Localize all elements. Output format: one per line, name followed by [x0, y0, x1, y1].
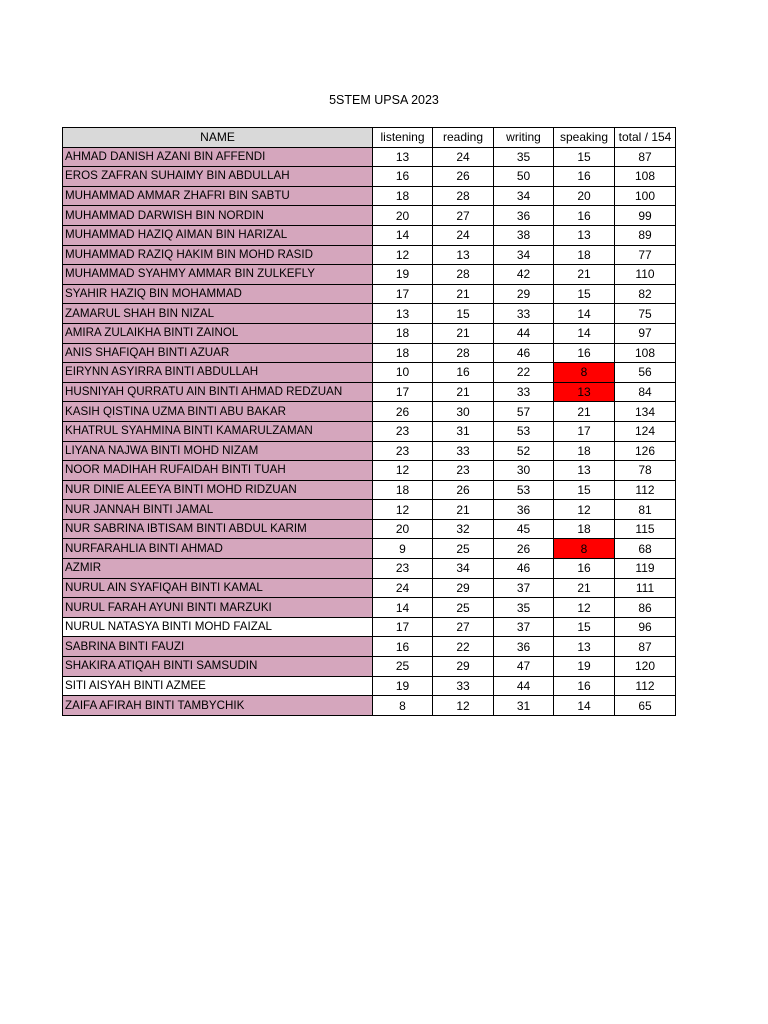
table-row	[63, 421, 676, 441]
cell-speaking[interactable]: 19	[554, 657, 615, 677]
table-row	[63, 500, 676, 520]
table-body	[63, 147, 676, 715]
cell-speaking[interactable]: 18	[554, 245, 615, 265]
cell-reading[interactable]: 24	[433, 225, 494, 245]
cell-listening[interactable]: 18	[373, 323, 433, 343]
cell-writing[interactable]: 26	[494, 539, 554, 559]
cell-name[interactable]: MUHAMMAD HAZIQ AIMAN BIN HARIZAL	[63, 225, 373, 245]
cell-reading[interactable]: 34	[433, 559, 494, 579]
cell-listening[interactable]: 16	[373, 637, 433, 657]
table-header-row	[63, 128, 676, 148]
cell-speaking[interactable]: 13	[554, 461, 615, 481]
cell-listening[interactable]: 18	[373, 480, 433, 500]
cell-listening[interactable]: 18	[373, 343, 433, 363]
cell-total[interactable]: 65	[615, 696, 676, 716]
cell-speaking[interactable]: 15	[554, 284, 615, 304]
cell-reading[interactable]: 26	[433, 480, 494, 500]
cell-total[interactable]: 77	[615, 245, 676, 265]
cell-total[interactable]: 108	[615, 167, 676, 187]
table-row	[63, 617, 676, 637]
cell-listening[interactable]: 20	[373, 519, 433, 539]
header-reading[interactable]: reading	[433, 128, 494, 148]
cell-reading[interactable]: 12	[433, 696, 494, 716]
cell-name[interactable]: MUHAMMAD AMMAR ZHAFRI BIN SABTU	[63, 186, 373, 206]
cell-listening[interactable]: 14	[373, 225, 433, 245]
cell-listening[interactable]: 13	[373, 147, 433, 167]
cell-reading[interactable]: 28	[433, 265, 494, 285]
cell-writing[interactable]: 50	[494, 167, 554, 187]
table-row	[63, 147, 676, 167]
cell-total[interactable]: 112	[615, 480, 676, 500]
cell-name[interactable]: EROS ZAFRAN SUHAIMY BIN ABDULLAH	[63, 167, 373, 187]
cell-reading[interactable]: 26	[433, 167, 494, 187]
table-row	[63, 402, 676, 422]
cell-name[interactable]: ZAIFA AFIRAH BINTI TAMBYCHIK	[63, 696, 373, 716]
cell-reading[interactable]: 32	[433, 519, 494, 539]
cell-total[interactable]: 78	[615, 461, 676, 481]
cell-reading[interactable]: 21	[433, 284, 494, 304]
cell-writing[interactable]: 22	[494, 363, 554, 383]
cell-total[interactable]: 68	[615, 539, 676, 559]
table-row	[63, 382, 676, 402]
cell-writing[interactable]: 57	[494, 402, 554, 422]
cell-writing[interactable]: 52	[494, 441, 554, 461]
cell-writing[interactable]: 46	[494, 343, 554, 363]
cell-total[interactable]: 112	[615, 676, 676, 696]
cell-reading[interactable]: 28	[433, 343, 494, 363]
cell-total[interactable]: 108	[615, 343, 676, 363]
cell-name[interactable]: SYAHIR HAZIQ BIN MOHAMMAD	[63, 284, 373, 304]
cell-speaking[interactable]: 14	[554, 696, 615, 716]
cell-name[interactable]: MUHAMMAD RAZIQ HAKIM BIN MOHD RASID	[63, 245, 373, 265]
table-row	[63, 559, 676, 579]
cell-speaking[interactable]: 16	[554, 167, 615, 187]
cell-total[interactable]: 81	[615, 500, 676, 520]
cell-writing[interactable]: 29	[494, 284, 554, 304]
cell-listening[interactable]: 17	[373, 382, 433, 402]
cell-reading[interactable]: 21	[433, 500, 494, 520]
scores-table	[62, 127, 676, 716]
cell-speaking[interactable]: 12	[554, 598, 615, 618]
cell-name[interactable]: AMIRA ZULAIKHA BINTI ZAINOL	[63, 323, 373, 343]
cell-writing[interactable]: 33	[494, 382, 554, 402]
cell-writing[interactable]: 42	[494, 265, 554, 285]
cell-writing[interactable]: 47	[494, 657, 554, 677]
table-row	[63, 323, 676, 343]
cell-listening[interactable]: 23	[373, 421, 433, 441]
cell-speaking[interactable]: 12	[554, 500, 615, 520]
cell-speaking[interactable]: 16	[554, 559, 615, 579]
table-row	[63, 461, 676, 481]
table-row	[63, 225, 676, 245]
cell-speaking[interactable]: 17	[554, 421, 615, 441]
cell-writing[interactable]: 33	[494, 304, 554, 324]
cell-listening[interactable]: 14	[373, 598, 433, 618]
cell-name[interactable]: NURFARAHLIA BINTI AHMAD	[63, 539, 373, 559]
table-row	[63, 363, 676, 383]
cell-name[interactable]: MUHAMMAD DARWISH BIN NORDIN	[63, 206, 373, 226]
header-name[interactable]: NAME	[63, 128, 373, 148]
cell-total[interactable]: 86	[615, 598, 676, 618]
table-row	[63, 304, 676, 324]
table-row	[63, 343, 676, 363]
cell-reading[interactable]: 13	[433, 245, 494, 265]
cell-reading[interactable]: 25	[433, 598, 494, 618]
cell-speaking[interactable]: 13	[554, 637, 615, 657]
table-row	[63, 284, 676, 304]
cell-writing[interactable]: 46	[494, 559, 554, 579]
cell-reading[interactable]: 29	[433, 657, 494, 677]
cell-name[interactable]: MUHAMMAD SYAHMY AMMAR BIN ZULKEFLY	[63, 265, 373, 285]
cell-total[interactable]: 134	[615, 402, 676, 422]
cell-name[interactable]: NUR SABRINA IBTISAM BINTI ABDUL KARIM	[63, 519, 373, 539]
header-speaking[interactable]: speaking	[554, 128, 615, 148]
cell-reading[interactable]: 23	[433, 461, 494, 481]
cell-speaking[interactable]: 14	[554, 304, 615, 324]
cell-reading[interactable]: 27	[433, 617, 494, 637]
cell-total[interactable]: 96	[615, 617, 676, 637]
cell-total[interactable]: 100	[615, 186, 676, 206]
table-row	[63, 696, 676, 716]
cell-reading[interactable]: 25	[433, 539, 494, 559]
table-row	[63, 578, 676, 598]
cell-total[interactable]: 75	[615, 304, 676, 324]
cell-listening[interactable]: 8	[373, 696, 433, 716]
cell-total[interactable]: 119	[615, 559, 676, 579]
cell-speaking[interactable]: 21	[554, 402, 615, 422]
cell-name[interactable]: SABRINA BINTI FAUZI	[63, 637, 373, 657]
cell-name[interactable]: NUR DINIE ALEEYA BINTI MOHD RIDZUAN	[63, 480, 373, 500]
cell-speaking[interactable]: 8	[554, 363, 615, 383]
cell-writing[interactable]: 38	[494, 225, 554, 245]
cell-reading[interactable]: 16	[433, 363, 494, 383]
cell-name[interactable]: NURUL NATASYA BINTI MOHD FAIZAL	[63, 617, 373, 637]
cell-listening[interactable]: 20	[373, 206, 433, 226]
cell-total[interactable]: 97	[615, 323, 676, 343]
cell-reading[interactable]: 33	[433, 441, 494, 461]
cell-reading[interactable]: 30	[433, 402, 494, 422]
table-row	[63, 657, 676, 677]
cell-name[interactable]: NURUL FARAH AYUNI BINTI MARZUKI	[63, 598, 373, 618]
cell-reading[interactable]: 28	[433, 186, 494, 206]
cell-writing[interactable]: 53	[494, 480, 554, 500]
cell-listening[interactable]: 19	[373, 676, 433, 696]
cell-writing[interactable]: 30	[494, 461, 554, 481]
cell-total[interactable]: 99	[615, 206, 676, 226]
cell-speaking[interactable]: 15	[554, 617, 615, 637]
cell-reading[interactable]: 15	[433, 304, 494, 324]
cell-writing[interactable]: 34	[494, 186, 554, 206]
cell-speaking[interactable]: 16	[554, 676, 615, 696]
cell-listening[interactable]: 23	[373, 559, 433, 579]
header-writing[interactable]: writing	[494, 128, 554, 148]
cell-speaking[interactable]: 18	[554, 519, 615, 539]
table-row	[63, 519, 676, 539]
header-listening[interactable]: listening	[373, 128, 433, 148]
table-row	[63, 676, 676, 696]
cell-speaking[interactable]: 13	[554, 382, 615, 402]
cell-speaking[interactable]: 15	[554, 147, 615, 167]
table-row	[63, 245, 676, 265]
cell-total[interactable]: 126	[615, 441, 676, 461]
cell-total[interactable]: 110	[615, 265, 676, 285]
cell-total[interactable]: 120	[615, 657, 676, 677]
cell-name[interactable]: AZMIR	[63, 559, 373, 579]
cell-writing[interactable]: 45	[494, 519, 554, 539]
cell-listening[interactable]: 17	[373, 617, 433, 637]
cell-listening[interactable]: 9	[373, 539, 433, 559]
cell-writing[interactable]: 34	[494, 245, 554, 265]
cell-name[interactable]: SITI AISYAH BINTI AZMEE	[63, 676, 373, 696]
table-row	[63, 598, 676, 618]
cell-speaking[interactable]: 20	[554, 186, 615, 206]
cell-total[interactable]: 82	[615, 284, 676, 304]
cell-reading[interactable]: 21	[433, 323, 494, 343]
table-row	[63, 441, 676, 461]
cell-total[interactable]: 84	[615, 382, 676, 402]
sheet-title: 5STEM UPSA 2023	[329, 93, 439, 107]
cell-writing[interactable]: 35	[494, 147, 554, 167]
cell-total[interactable]: 111	[615, 578, 676, 598]
cell-writing[interactable]: 53	[494, 421, 554, 441]
cell-speaking[interactable]: 15	[554, 480, 615, 500]
cell-speaking[interactable]: 16	[554, 206, 615, 226]
cell-writing[interactable]: 36	[494, 500, 554, 520]
header-total[interactable]: total / 154	[615, 128, 676, 148]
cell-name[interactable]: NURUL AIN SYAFIQAH BINTI KAMAL	[63, 578, 373, 598]
cell-reading[interactable]: 31	[433, 421, 494, 441]
cell-writing[interactable]: 31	[494, 696, 554, 716]
cell-name[interactable]: LIYANA NAJWA BINTI MOHD NIZAM	[63, 441, 373, 461]
cell-total[interactable]: 87	[615, 637, 676, 657]
cell-writing[interactable]: 36	[494, 637, 554, 657]
cell-listening[interactable]: 13	[373, 304, 433, 324]
cell-listening[interactable]: 19	[373, 265, 433, 285]
cell-listening[interactable]: 10	[373, 363, 433, 383]
cell-listening[interactable]: 26	[373, 402, 433, 422]
table-row	[63, 167, 676, 187]
cell-speaking[interactable]: 14	[554, 323, 615, 343]
cell-listening[interactable]: 24	[373, 578, 433, 598]
cell-listening[interactable]: 17	[373, 284, 433, 304]
cell-reading[interactable]: 33	[433, 676, 494, 696]
table-row	[63, 637, 676, 657]
cell-name[interactable]: ANIS SHAFIQAH BINTI AZUAR	[63, 343, 373, 363]
table-row	[63, 480, 676, 500]
cell-writing[interactable]: 44	[494, 323, 554, 343]
cell-total[interactable]: 89	[615, 225, 676, 245]
cell-total[interactable]: 56	[615, 363, 676, 383]
table-row	[63, 186, 676, 206]
cell-speaking[interactable]: 18	[554, 441, 615, 461]
cell-name[interactable]: EIRYNN ASYIRRA BINTI ABDULLAH	[63, 363, 373, 383]
cell-total[interactable]: 115	[615, 519, 676, 539]
cell-reading[interactable]: 22	[433, 637, 494, 657]
cell-total[interactable]: 124	[615, 421, 676, 441]
cell-name[interactable]: NOOR MADIHAH RUFAIDAH BINTI TUAH	[63, 461, 373, 481]
cell-listening[interactable]: 25	[373, 657, 433, 677]
cell-writing[interactable]: 37	[494, 617, 554, 637]
cell-reading[interactable]: 21	[433, 382, 494, 402]
cell-writing[interactable]: 44	[494, 676, 554, 696]
cell-speaking[interactable]: 8	[554, 539, 615, 559]
cell-name[interactable]: HUSNIYAH QURRATU AIN BINTI AHMAD REDZUAN	[63, 382, 373, 402]
cell-name[interactable]: NUR JANNAH BINTI JAMAL	[63, 500, 373, 520]
cell-total[interactable]: 87	[615, 147, 676, 167]
cell-speaking[interactable]: 21	[554, 578, 615, 598]
cell-listening[interactable]: 12	[373, 461, 433, 481]
table-row	[63, 206, 676, 226]
cell-listening[interactable]: 18	[373, 186, 433, 206]
cell-name[interactable]: KHATRUL SYAHMINA BINTI KAMARULZAMAN	[63, 421, 373, 441]
cell-name[interactable]: ZAMARUL SHAH BIN NIZAL	[63, 304, 373, 324]
cell-listening[interactable]: 12	[373, 245, 433, 265]
cell-listening[interactable]: 16	[373, 167, 433, 187]
cell-listening[interactable]: 23	[373, 441, 433, 461]
cell-name[interactable]: SHAKIRA ATIQAH BINTI SAMSUDIN	[63, 657, 373, 677]
cell-name[interactable]: KASIH QISTINA UZMA BINTI ABU BAKAR	[63, 402, 373, 422]
table-row	[63, 265, 676, 285]
cell-reading[interactable]: 24	[433, 147, 494, 167]
cell-writing[interactable]: 35	[494, 598, 554, 618]
cell-listening[interactable]: 12	[373, 500, 433, 520]
cell-speaking[interactable]: 13	[554, 225, 615, 245]
cell-reading[interactable]: 27	[433, 206, 494, 226]
cell-speaking[interactable]: 21	[554, 265, 615, 285]
cell-name[interactable]: AHMAD DANISH AZANI BIN AFFENDI	[63, 147, 373, 167]
table-row	[63, 539, 676, 559]
cell-reading[interactable]: 29	[433, 578, 494, 598]
cell-writing[interactable]: 37	[494, 578, 554, 598]
cell-speaking[interactable]: 16	[554, 343, 615, 363]
cell-writing[interactable]: 36	[494, 206, 554, 226]
